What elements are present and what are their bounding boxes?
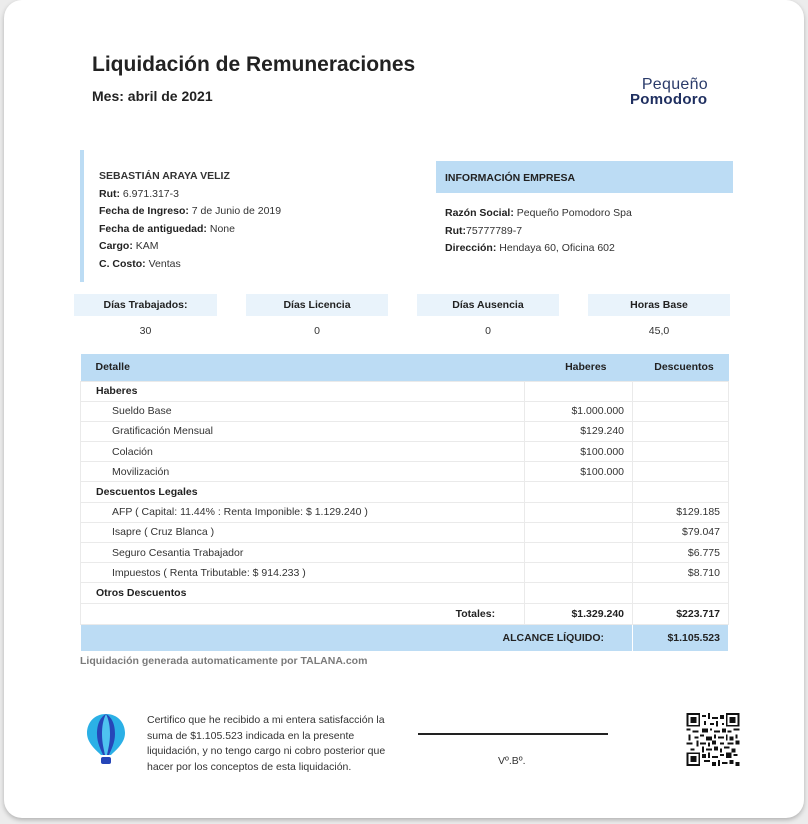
qr-code-icon: [686, 713, 740, 766]
logo-line-1: Pequeño: [641, 76, 708, 93]
page-title: Liquidación de Remuneraciones: [92, 53, 416, 76]
totals-haberes: $1.329.240: [525, 603, 633, 624]
item-descuento: $6.775: [633, 543, 729, 563]
table-row: [81, 462, 729, 482]
item-label: Impuestos ( Renta Tributable: $ 914.233 ): [81, 563, 525, 583]
company-direccion: Dirección: Hendaya 60, Oficina 602: [445, 242, 615, 255]
table-row: [81, 502, 729, 522]
item-haber: [525, 502, 633, 522]
pay-month: Mes: abril de 2021: [92, 88, 213, 104]
stat-label-dias-trabajados: Días Trabajados:: [74, 294, 217, 316]
table-row: [81, 442, 729, 462]
item-haber: $100.000: [525, 462, 633, 482]
table-row: [81, 543, 729, 563]
header-detalle: Detalle: [81, 354, 525, 381]
item-label: Sueldo Base: [81, 401, 525, 421]
company-razon: Razón Social: Pequeño Pomodoro Spa: [445, 207, 632, 219]
employee-costo: C. Costo: Ventas: [99, 257, 181, 270]
stat-label-dias-ausencia: Días Ausencia: [417, 294, 559, 316]
table-row: [81, 421, 729, 441]
section-otros-descuentos: Otros Descuentos: [81, 583, 525, 603]
net-pay-value: $1.105.523: [633, 624, 729, 651]
section-haberes: Haberes: [81, 381, 525, 401]
totals-descuentos: $223.717: [633, 603, 729, 624]
company-logo: [626, 76, 716, 110]
item-descuento: [633, 442, 729, 462]
totals-row: [81, 603, 729, 624]
table-row: [81, 401, 729, 421]
section-row: [81, 381, 729, 401]
item-label: Gratificación Mensual: [81, 421, 525, 441]
stat-value-dias-licencia: 0: [314, 325, 320, 337]
employee-rut: Rut: 6.971.317-3: [99, 187, 179, 200]
hot-air-balloon-icon: [86, 712, 126, 766]
table-row: [81, 522, 729, 542]
item-descuento: [633, 401, 729, 421]
stat-value-dias-ausencia: 0: [485, 325, 491, 337]
item-descuento: [633, 462, 729, 482]
company-rut: Rut:75777789-7: [445, 224, 523, 237]
vobo-label: Vº.Bº.: [498, 755, 526, 767]
net-pay-label: ALCANCE LÍQUIDO:: [81, 624, 633, 651]
company-info: [445, 205, 735, 258]
item-descuento: $8.710: [633, 563, 729, 583]
item-descuento: $79.047: [633, 522, 729, 542]
table-row: [81, 563, 729, 583]
certification-text: Certifico que he recibido a mi entera satisfacción la suma de $1.105.523 indicada en la presente liquidación, y no tengo cargo ni cobro posterior que hacer por los conceptos de esta liquidación.: [147, 714, 386, 773]
item-haber: $129.240: [525, 421, 633, 441]
table-header-row: [81, 354, 729, 381]
section-row: [81, 482, 729, 502]
item-haber: $1.000.000: [525, 401, 633, 421]
header-descuentos: Descuentos: [633, 354, 729, 381]
net-pay-row: [81, 624, 729, 651]
header-haberes: Haberes: [525, 354, 633, 381]
logo-line-2: Pomodoro: [630, 91, 708, 108]
item-label: Movilización: [81, 462, 525, 482]
generated-note: Liquidación generada automaticamente por TALANA.com: [80, 655, 368, 667]
stat-label-dias-licencia: Días Licencia: [246, 294, 388, 316]
item-haber: [525, 522, 633, 542]
item-descuento: [633, 421, 729, 441]
item-label: Colación: [81, 442, 525, 462]
stat-value-horas-base: 45,0: [648, 325, 670, 337]
employee-name: SEBASTIÁN ARAYA VELIZ: [99, 170, 230, 182]
company-heading: INFORMACIÓN EMPRESA: [436, 161, 733, 193]
earnings-table: [80, 354, 729, 652]
item-descuento: $129.185: [633, 502, 729, 522]
stat-value-dias-trabajados: 30: [139, 325, 152, 337]
item-haber: [525, 543, 633, 563]
section-descuentos-legales: Descuentos Legales: [81, 482, 525, 502]
stat-label-horas-base: Horas Base: [588, 294, 730, 316]
item-haber: $100.000: [525, 442, 633, 462]
signature-line: [418, 733, 608, 735]
totals-label: Totales:: [81, 603, 525, 624]
section-row: [81, 583, 729, 603]
item-label: AFP ( Capital: 11.44% : Renta Imponible: $ 1.129.240 ): [81, 502, 525, 522]
employee-info: [80, 150, 400, 282]
employee-ingreso: Fecha de Ingreso: 7 de Junio de 2019: [99, 205, 282, 218]
item-label: Isapre ( Cruz Blanca ): [81, 522, 525, 542]
employee-antiguedad: Fecha de antiguedad: None: [99, 222, 235, 235]
item-label: Seguro Cesantia Trabajador: [81, 543, 525, 563]
employee-cargo: Cargo: KAM: [99, 240, 159, 253]
item-haber: [525, 563, 633, 583]
